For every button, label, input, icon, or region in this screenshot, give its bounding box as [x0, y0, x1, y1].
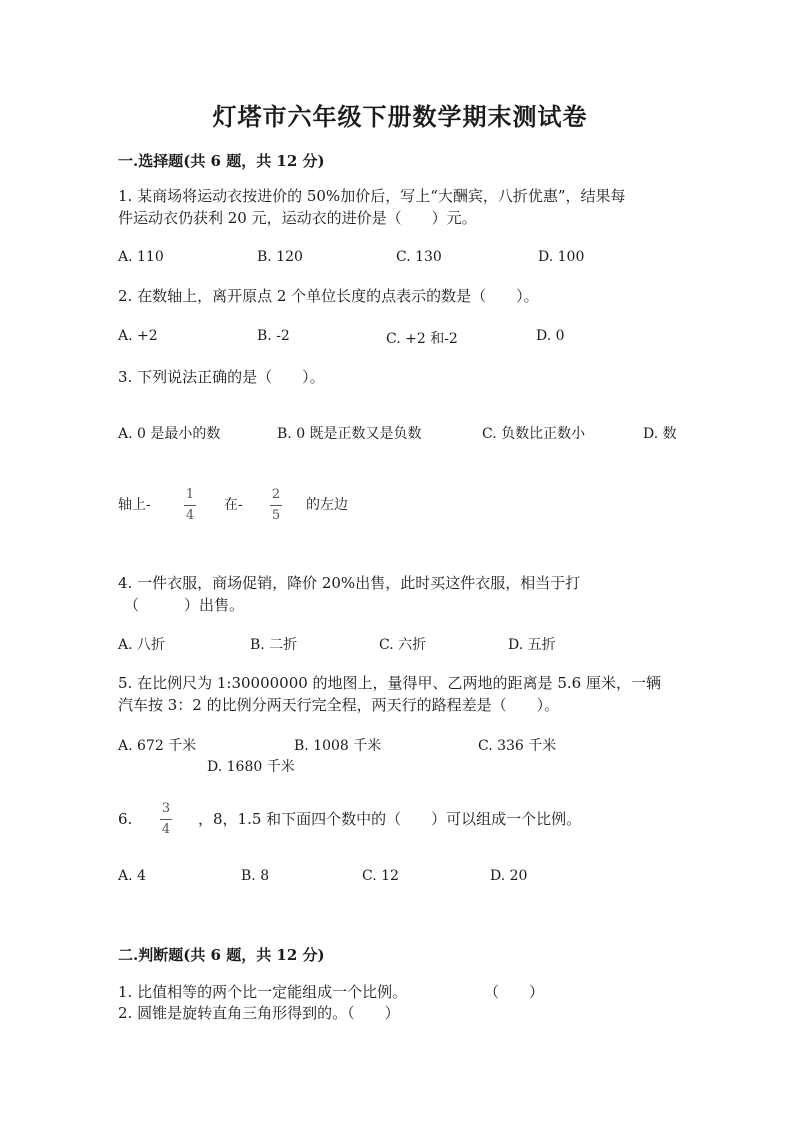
q6-option-a: A. 4	[118, 868, 146, 884]
q2-option-b: B. -2	[257, 328, 290, 344]
q5-option-c: C. 336 千米	[478, 738, 557, 754]
q5-option-a: A. 672 千米	[118, 738, 197, 754]
fraction-bar	[160, 819, 172, 820]
question-1-line1: 1. 某商场将运动衣按进价的 50%加价后，写上“大酬宾，八折优惠”，结果每	[118, 187, 626, 205]
fraction-numerator: 3	[161, 801, 171, 816]
q4-option-b: B. 二折	[250, 637, 298, 653]
fraction-denominator: 4	[161, 822, 171, 837]
question-4-line1: 4. 一件衣服，商场促销，降价 20%出售，此时买这件衣服，相当于打	[118, 574, 581, 592]
fraction-denominator: 4	[185, 508, 195, 523]
judgement-question-1: 1. 比值相等的两个比一定能组成一个比例。	[118, 983, 408, 1001]
page-title: 灯塔市六年级下册数学期末测试卷	[212, 102, 588, 131]
fraction-numerator: 1	[185, 487, 195, 502]
q2-option-a: A. +2	[118, 328, 158, 344]
q1-option-d: D. 100	[538, 249, 585, 265]
q3-option-c: C. 负数比正数小	[482, 426, 586, 442]
q2-option-d: D. 0	[536, 328, 565, 344]
q3-continuation-prefix: 轴上-	[118, 497, 151, 513]
q5-option-d: D. 1680 千米	[207, 759, 295, 775]
q3-continuation-suffix: 的左边	[306, 497, 348, 513]
q4-option-d: D. 五折	[508, 637, 556, 653]
fraction-two-fifths	[270, 487, 282, 524]
q3-option-a: A. 0 是最小的数	[118, 426, 221, 442]
judgement-question-1-blank: （ ）	[484, 983, 545, 1001]
q3-continuation-mid: 在-	[224, 497, 243, 513]
q1-option-b: B. 120	[257, 249, 303, 265]
q1-option-a: A. 110	[118, 249, 164, 265]
question-5-line1: 5. 在比例尺为 1:30000000 的地图上，量得甲、乙两地的距离是 5.6 厘米，一辆	[118, 674, 661, 692]
question-1-line2: 件运动衣仍获利 20 元，运动衣的进价是（ ）元。	[118, 209, 477, 227]
q4-option-c: C. 六折	[379, 637, 427, 653]
fraction-one-quarter	[184, 487, 196, 524]
q6-option-b: B. 8	[241, 868, 270, 884]
question-6-number: 6.	[118, 810, 133, 828]
q3-option-d: D. 数	[643, 426, 677, 442]
question-6-text: ，8，1.5 和下面四个数中的（ ）可以组成一个比例。	[198, 810, 582, 828]
q1-option-c: C. 130	[396, 249, 442, 265]
fraction-three-quarters	[160, 801, 172, 838]
question-2: 2. 在数轴上，离开原点 2 个单位长度的点表示的数是（ ）。	[118, 287, 539, 305]
q2-option-c: C. +2 和-2	[386, 331, 458, 347]
question-4-line2: （ ）出售。	[124, 596, 245, 614]
q6-option-c: C. 12	[362, 868, 399, 884]
question-3: 3. 下列说法正确的是（ ）。	[118, 368, 325, 386]
q3-option-b: B. 0 既是正数又是负数	[277, 426, 422, 442]
q5-option-b: B. 1008 千米	[294, 738, 382, 754]
fraction-bar	[270, 505, 282, 506]
q4-option-a: A. 八折	[118, 637, 166, 653]
section-heading-choice: 一.选择题(共 6 题，共 12 分)	[118, 152, 325, 170]
fraction-numerator: 2	[271, 487, 281, 502]
fraction-denominator: 5	[271, 508, 281, 523]
fraction-bar	[184, 505, 196, 506]
section-heading-judgement: 二.判断题(共 6 题，共 12 分)	[118, 946, 325, 964]
question-5-line2: 汽车按 3：2 的比例分两天行完全程，两天行的路程差是（ ）。	[118, 696, 560, 714]
q6-option-d: D. 20	[490, 868, 528, 884]
judgement-question-2: 2. 圆锥是旋转直角三角形得到的。（ ）	[118, 1004, 400, 1022]
